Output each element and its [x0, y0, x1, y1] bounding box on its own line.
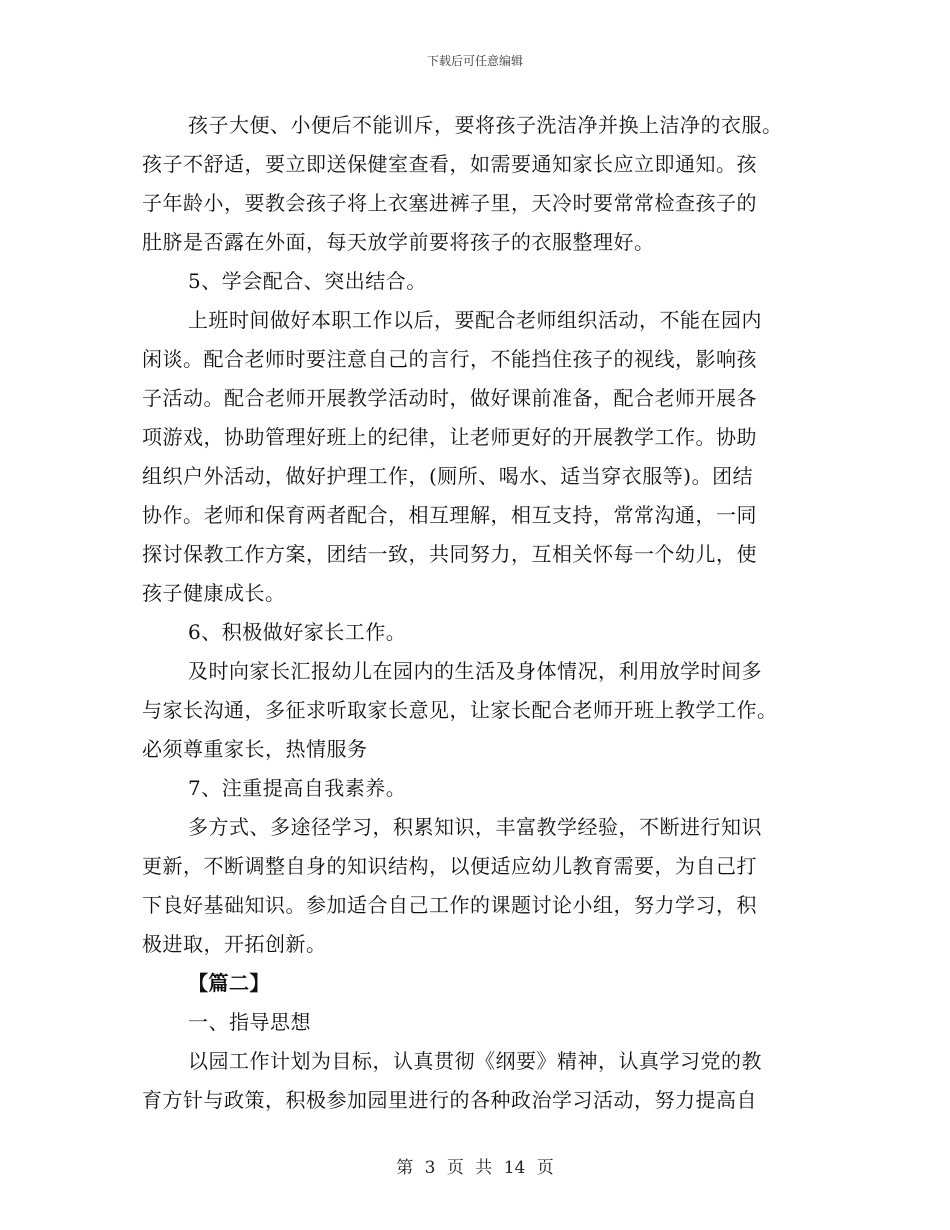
paragraph-line: 下良好基础知识。参加适合自己工作的课题讨论小组，努力学习，积: [142, 893, 757, 917]
paragraph-line: 更新，不断调整自身的知识结构，以便适应幼儿教育需要，为自己打: [142, 854, 757, 878]
paragraph-line: 肚脐是否露在外面，每天放学前要将孩子的衣服整理好。: [142, 230, 655, 254]
paragraph-line: 子年龄小，要教会孩子将上衣塞进裤子里，天冷时要常常检查孩子的: [142, 191, 757, 215]
paragraph-line: 及时向家长汇报幼儿在园内的生活及身体情况，利用放学时间多: [188, 659, 762, 683]
paragraph-line: 子活动。配合老师开展教学活动时，做好课前准备，配合老师开展各: [142, 386, 757, 410]
part-heading: 【篇二】: [188, 971, 270, 995]
section-heading: 6、积极做好家长工作。: [188, 620, 407, 644]
page-header: 下载后可任意编辑: [426, 54, 523, 68]
paragraph-line: 探讨保教工作方案，团结一致，共同努力，互相关怀每一个幼儿，使: [142, 542, 757, 566]
section-heading: 一、指导思想: [188, 1010, 311, 1034]
paragraph-line: 组织户外活动，做好护理工作，(厕所、喝水、适当穿衣服等)。团结: [142, 464, 754, 488]
paragraph-line: 孩子不舒适，要立即送保健室查看，如需要通知家长应立即通知。孩: [142, 152, 757, 176]
paragraph-line: 闲谈。配合老师时要注意自己的言行，不能挡住孩子的视线，影响孩: [142, 347, 757, 371]
paragraph-line: 必须尊重家长，热情服务: [142, 737, 368, 761]
paragraph-line: 极进取，开拓创新。: [142, 932, 327, 956]
paragraph-line: 育方针与政策，积极参加园里进行的各种政治学习活动，努力提高自: [142, 1088, 757, 1112]
paragraph-line: 项游戏，协助管理好班上的纪律，让老师更好的开展教学工作。协助: [142, 425, 757, 449]
section-heading: 7、注重提高自我素养。: [188, 776, 407, 800]
paragraph-line: 协作。老师和保育两者配合，相互理解，相互支持，常常沟通，一同: [142, 503, 757, 527]
section-heading: 5、学会配合、突出结合。: [188, 269, 427, 293]
paragraph-line: 上班时间做好本职工作以后，要配合老师组织活动，不能在园内: [188, 308, 762, 332]
paragraph-line: 与家长沟通，多征求听取家长意见，让家长配合老师开班上教学工作。: [142, 698, 778, 722]
paragraph-line: 多方式、多途径学习，积累知识，丰富教学经验，不断进行知识: [188, 815, 762, 839]
page-footer: 第 3 页 共 14 页: [396, 1158, 554, 1178]
paragraph-line: 孩子大便、小便后不能训斥，要将孩子洗洁净并换上洁净的衣服。: [188, 113, 783, 137]
paragraph-line: 以园工作计划为目标，认真贯彻《纲要》精神，认真学习党的教: [188, 1049, 762, 1073]
document-body: [142, 106, 807, 1120]
paragraph-line: 孩子健康成长。: [142, 581, 286, 605]
